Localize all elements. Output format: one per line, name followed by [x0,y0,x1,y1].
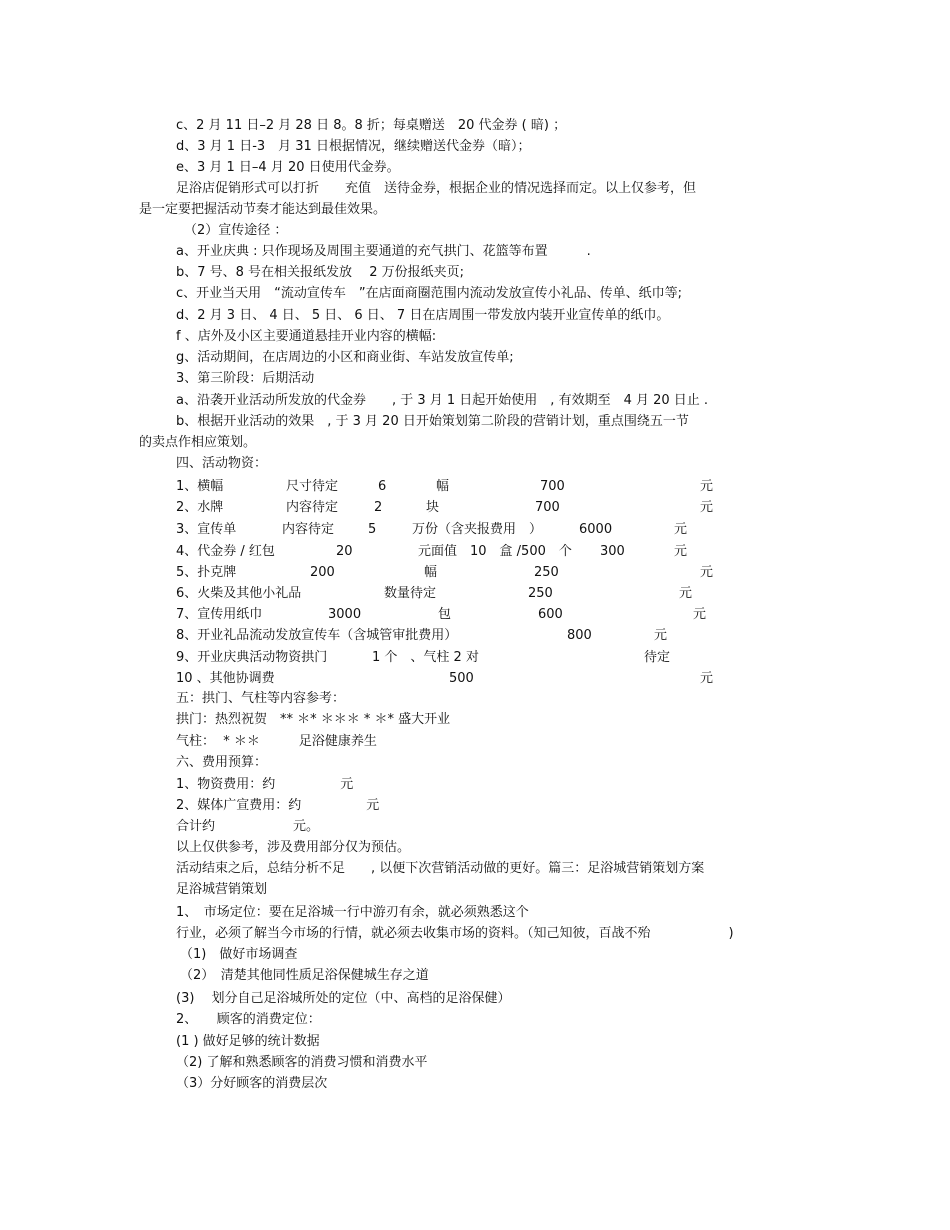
item-currency: 元 [700,671,714,686]
item-name: 5、扑克牌 [176,565,237,580]
text-line: 是一定要把握活动节奏才能达到最佳效果。 [139,202,387,217]
text-line: 合计约 元。 [176,819,320,834]
text-line: （2) 了解和熟悉顾客的消费习惯和消费水平 [176,1055,428,1070]
item-unit: 幅 [436,479,450,494]
item-currency: 元 [674,544,688,559]
text-line: f 、店外及小区主要通道悬挂开业内容的横幅: [176,329,437,344]
text-line: （2）宣传途径 ： [184,223,288,238]
item-note: 1 个 、气柱 2 对 [372,650,479,665]
text-line: e、3 月 1 日–4 月 20 日使用代金券。 [176,160,400,175]
text-line: a、开业庆典 : 只作现场及周围主要通道的充气拱门、花篮等布置 . [176,244,591,259]
text-line: (1 ) 做好足够的统计数据 [176,1034,320,1049]
item-name: 7、宣传用纸巾 [176,607,263,622]
text-line: 足浴城营销策划 [176,882,268,897]
item-cost: 待定 [644,650,671,665]
text-line: d、3 月 1 日-3 月 31 日根据情况，继续赠送代金券（暗）； [176,139,531,154]
text-line: 拱门：热烈祝贺 ** ＊* ＊＊＊ * ＊* 盛大开业 [176,712,451,727]
section-heading: 四、活动物资： [176,456,268,471]
text-line: c、开业当天用 “流动宣传车 ”在店面商圈范围内流动发放宣传小礼品、传单、纸巾等; [176,286,682,301]
item-name: 2、水牌 [176,500,224,515]
item-qty: 3000 [328,607,362,622]
text-line: 3、第三阶段：后期活动 [176,371,315,386]
text-line: 以上仅供参考，涉及费用部分仅为预估。 [176,840,411,855]
item-unit: 元面值 10 盒 /500 个 [418,544,572,559]
item-currency: 元 [700,479,714,494]
item-cost: 700 [535,500,560,515]
item-qty: 2 [374,500,383,515]
text-line: 2、 顾客的消费定位： [176,1012,321,1027]
text-line: (3) 划分自己足浴城所处的定位（中、高档的足浴保健） [176,991,511,1006]
text-line: b、根据开业活动的效果 , 于 3 月 20 日开始策划第二阶段的营销计划，重点围绕五一节 [176,414,689,429]
text-line: 1、 市场定位：要在足浴城一行中游刃有余，就必须熟悉这个 [176,905,529,920]
item-currency: 元 [679,586,693,601]
item-currency: 元 [700,565,714,580]
item-qty: 5 [368,522,377,537]
text-line: 气柱： * ＊＊ 足浴健康养生 [176,734,377,749]
item-cost: 250 [534,565,559,580]
text-line: 2、媒体广宣费用：约 元 [176,798,380,813]
item-currency: 元 [693,607,707,622]
section-heading: 五：拱门、气柱等内容参考： [176,691,346,706]
item-unit: 块 [426,500,440,515]
item-currency: 元 [654,628,668,643]
section-heading: 六、费用预算： [176,755,268,770]
item-cost: 600 [538,607,563,622]
item-cost: 300 [600,544,625,559]
item-cost: 500 [449,671,474,686]
text-line: 行业，必须了解当今市场的行情，就必须去收集市场的资料。（知己知彼，百战不殆 ) [176,926,734,941]
item-unit: 包 [438,607,452,622]
text-line: （3）分好顾客的消费层次 [176,1076,328,1091]
item-name: 10 、其他协调费 [176,671,275,686]
item-note: 数量待定 [384,586,437,601]
item-name: 1、横幅 [176,479,224,494]
item-currency: 元 [674,522,688,537]
text-line: （2） 清楚其他同性质足浴保健城生存之道 [180,968,429,983]
text-line: 1、物资费用：约 元 [176,777,354,792]
item-unit: 万份（含夹报费用 ） [412,522,543,537]
text-line: d、2 月 3 日、 4 日、 5 日、 6 日、 7 日在店周围一带发放内装开业宣传单的纸巾。 [176,308,670,323]
item-name: 8、开业礼品流动发放宣传车（含城管审批费用） [176,628,458,643]
item-unit: 幅 [424,565,438,580]
item-cost: 6000 [579,522,613,537]
text-line: g、活动期间，在店周边的小区和商业街、车站发放宣传单; [176,350,514,365]
item-note: 尺寸待定 [286,479,339,494]
text-line: （1) 做好市场调查 [180,947,298,962]
item-cost: 250 [528,586,553,601]
text-line: c、2 月 11 日–2 月 28 日 8。8 折；每桌赠送 20 代金券 ( 暗) ； [176,118,567,133]
item-qty: 6 [378,479,387,494]
text-line: b、7 号、8 号在相关报纸发放 2 万份报纸夹页; [176,265,464,280]
text-line: 的卖点作相应策划。 [139,435,257,450]
item-qty: 200 [310,565,335,580]
text-line: 活动结束之后，总结分析不足 , 以便下次营销活动做的更好。篇三：足浴城营销策划方案 [176,861,705,876]
item-name: 6、火柴及其他小礼品 [176,586,302,601]
text-line: a、沿袭开业活动所发放的代金券 , 于 3 月 1 日起开始使用 , 有效期至 4 月 20 日止 . [176,393,709,408]
text-line: 足浴店促销形式可以打折 充值 送待金券，根据企业的情况选择而定。以上仅参考，但 [176,181,697,196]
item-currency: 元 [700,500,714,515]
item-cost: 800 [567,628,592,643]
item-name: 3、宣传单 [176,522,237,537]
item-note: 20 [336,544,353,559]
item-name: 4、代金券 / 红包 [176,544,275,559]
item-note: 内容待定 [282,522,335,537]
item-name: 9、开业庆典活动物资拱门 [176,650,328,665]
item-cost: 700 [540,479,565,494]
item-note: 内容待定 [286,500,339,515]
